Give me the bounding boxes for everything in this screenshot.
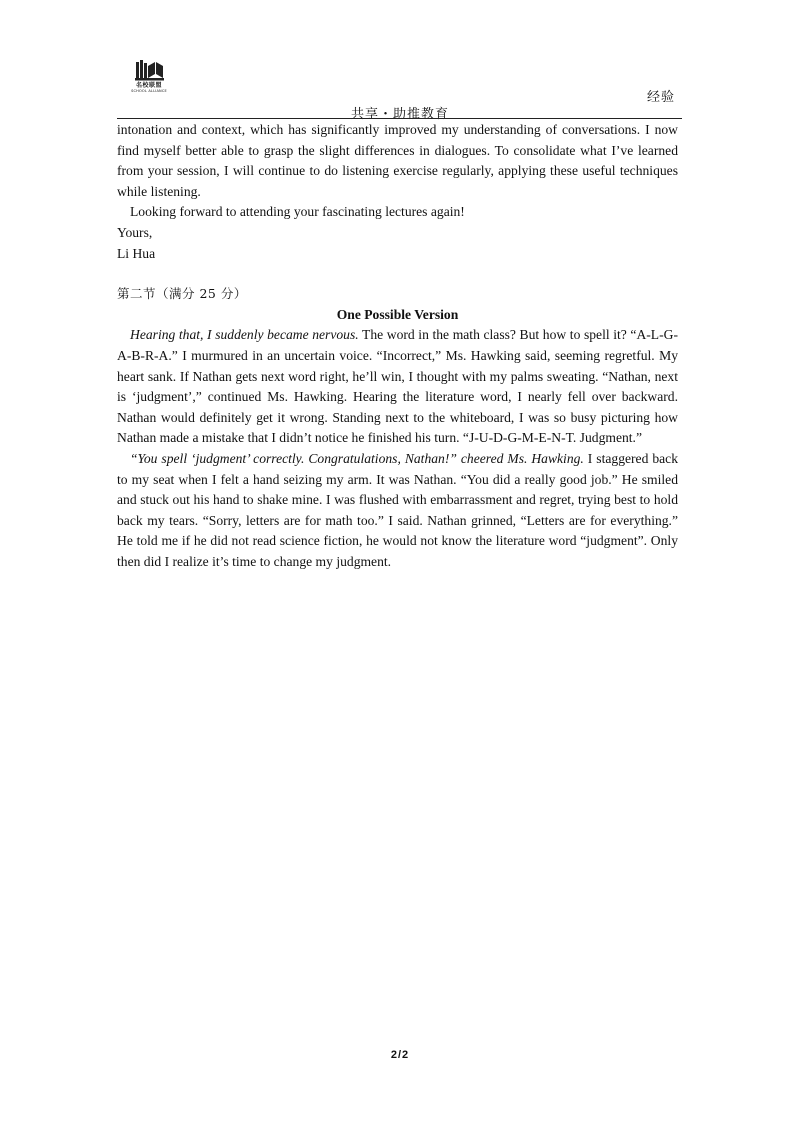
book-logo-icon	[133, 58, 165, 82]
story-paragraph	[117, 449, 678, 573]
letter-paragraph: Looking forward to attending your fascinating lectures again!	[130, 204, 465, 220]
header-right-text: 经验	[646, 89, 675, 104]
letter-signature: Li Hua	[117, 245, 156, 261]
story-paragraph	[117, 325, 678, 449]
version-title: One Possible Version	[336, 306, 459, 322]
section-gap	[117, 264, 678, 284]
paragraph-lead-sentence: Hearing that, I suddenly became nervous.	[130, 327, 359, 343]
school-alliance-logo	[124, 58, 174, 98]
document-body	[117, 120, 678, 572]
page-number: 2/2	[390, 1049, 410, 1061]
paragraph-body: The word in the math class? But how to spell it? “A-L-G-A-B-R-A.” I murmured in an uncertain voice. “Incorrect,” Ms. Hawking said, seeming regretful. My heart sank. If Nathan gets next word right, he’ll win, I thought with my palms sweating. “Nathan, next is ‘judgment’,” continued Ms. Hawking. Hearing the literature word, I nearly fell over backward. Nathan would definitely get it wrong. Standing next to the whiteboard, I was so busy picturing how Nathan made a mistake that I didn’t notice he finished his turn. “J-U-D-G-M-E-N-T. Judgment.”	[117, 327, 678, 446]
logo-name: 名校联盟	[135, 82, 162, 89]
header-center-text: 共享・助推教育	[350, 106, 449, 121]
header-divider	[117, 118, 682, 119]
letter-paragraph: intonation and context, which has significantly improved my understanding of conversations. I now find myself better able to grasp the slight differences in dialogues. To consolidate what I’ve learned from your session, I will continue to do listening exercise regularly, applying these useful techniques while listening.	[117, 122, 678, 199]
paragraph-lead-sentence: “You spell ‘judgment’ correctly. Congratulations, Nathan!” cheered Ms. Hawking.	[130, 450, 584, 466]
letter-closing: Yours,	[117, 224, 153, 240]
logo-subtitle: SCHOOL ALLIANCE	[131, 89, 167, 93]
paragraph-body: I staggered back to my seat when I felt a hand seizing my arm. It was Nathan. “You did a really good job.” He smiled and stuck out his hand to shake mine. I was flushed with embarrassment and regret, trying best to hold back my tears. “Sorry, letters are for math too.” I said. Nathan grinned, “Letters are for everything.” He told me if he did not read science fiction, he would not know the literature word “judgment”. Only then did I realize it’s time to change my judgment.	[117, 450, 678, 569]
section-heading: 第二节（满分 25 分）	[117, 286, 247, 302]
